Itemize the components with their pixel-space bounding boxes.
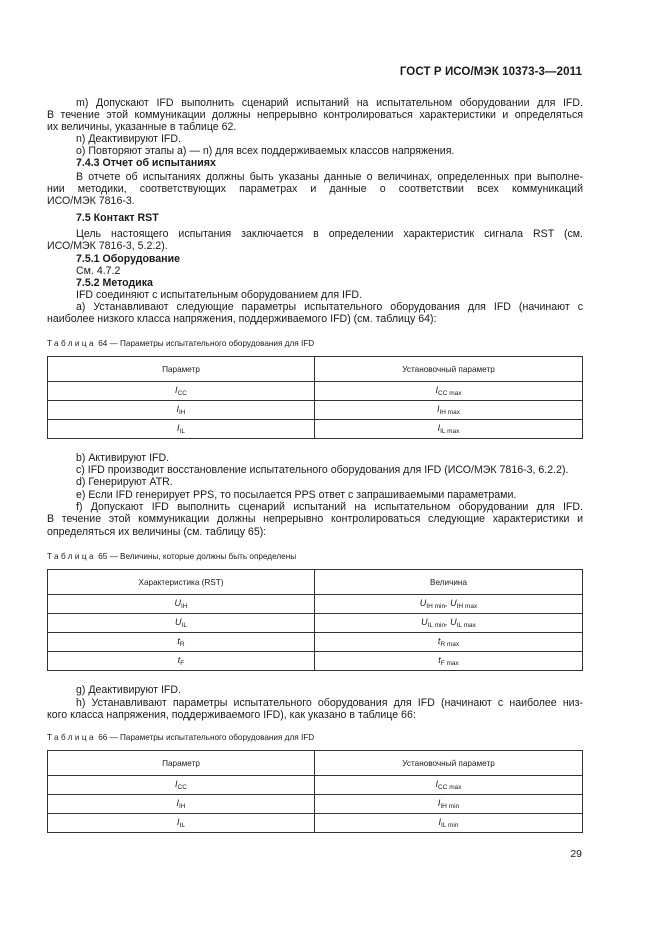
table-row: $I_{CC}$ $I_{CC max}$ <box>48 776 583 795</box>
table-header-cell: Установочный параметр <box>315 357 583 382</box>
table-row: $I_{IH}$ $I_{IH min}$ <box>48 795 583 814</box>
section-heading-7-4-3: 7.4.3 Отчет об испытаниях <box>76 157 216 169</box>
table-65 <box>47 569 583 671</box>
text-line: b) Активируют IFD. <box>76 452 170 464</box>
text-line: d) Генерируют ATR. <box>76 476 173 488</box>
text-line: В отчете об испытаниях должны быть указаны данные о величинах, определенных при выполне- <box>76 171 583 183</box>
section-heading-7-5-2: 7.5.2 Методика <box>76 277 153 289</box>
table-row: $t_R$ $t_{R max}$ <box>48 633 583 652</box>
table-row: $U_{IH}$ $U_{IH min}$, $U_{IH max}$ <box>48 595 583 614</box>
text-line: определяться их величины (см. таблицу 65): <box>47 526 267 538</box>
text-line: IFD соединяют с испытательным оборудованием для IFD. <box>76 289 363 301</box>
document-header: ГОСТ Р ИСО/МЭК 10373-3—2011 <box>399 66 582 78</box>
table-row: $I_{IH}$ $I_{IH max}$ <box>48 401 583 420</box>
table-row: $I_{IL}$ $I_{IL max}$ <box>48 420 583 439</box>
text-line: а) Устанавливают следующие параметры испытательного оборудования для IFD (начинают с <box>76 301 583 313</box>
table-row: $I_{CC}$ $I_{CC max}$ <box>48 382 583 401</box>
text-line: m) Допускают IFD выполнить сценарий испытаний на испытательном оборудовании для IFD. <box>76 97 583 109</box>
text-line: их величины, указанные в таблице 62. <box>47 121 237 133</box>
text-line: f) Допускают IFD выполнить сценарий испытаний на испытательном оборудовании для IFD. <box>76 501 583 513</box>
text-line: n) Деактивируют IFD. <box>76 133 181 145</box>
text-line: h) Устанавливают параметры испытательного оборудования для IFD (начинают с наиболее низ- <box>76 697 583 709</box>
text-line: ИСО/МЭК 7816-3, 5.2.2). <box>47 240 168 252</box>
table-header-cell: Установочный параметр <box>315 751 583 776</box>
text-line: e) Если IFD генерирует PPS, то посылается PPS ответ с запрашиваемыми параметрами. <box>76 489 517 501</box>
section-heading-7-5: 7.5 Контакт RST <box>76 212 159 224</box>
table-66 <box>47 750 583 833</box>
text-line: ИСО/МЭК 7816-3. <box>47 195 135 207</box>
table-row: $I_{IL}$ $I_{IL min}$ <box>48 814 583 833</box>
text-line: См. 4.7.2 <box>76 265 121 277</box>
text-line: o) Повторяют этапы а) — n) для всех поддерживаемых классов напряжения. <box>76 145 455 157</box>
text-line: наиболее низкого класса напряжения, поддерживаемого IFD) (см. таблицу 64): <box>47 313 437 325</box>
table-row: $U_{IL}$ $U_{IL min}$, $U_{IL max}$ <box>48 614 583 633</box>
table-row: $t_F$ $t_{F max}$ <box>48 652 583 671</box>
text-line: нии методики, соответствующих параметрах и данные о соответствии всех коммуникаций <box>47 183 583 195</box>
table-header-cell: Величина <box>315 570 583 595</box>
text-line: В течение этой коммуникации должны непрерывно контролироваться следующие характеристики и <box>47 513 583 525</box>
text-line: кого класса напряжения, поддерживаемого IFD), как указано в таблице 66: <box>47 709 416 721</box>
page-number: 29 <box>570 848 582 860</box>
section-heading-7-5-1: 7.5.1 Оборудование <box>76 253 180 265</box>
text-line: c) IFD производит восстановление испытательного оборудования для IFD (ИСО/МЭК 7816-3, 6.2.2). <box>76 464 569 476</box>
table-header-cell: Характеристика (RST) <box>48 570 315 595</box>
table-64-caption: Таблица 64 — Параметры испытательного оборудования для IFD <box>47 339 315 348</box>
table-64 <box>47 356 583 439</box>
table-65-caption: Таблица 65 — Величины, которые должны быть определены <box>47 552 297 561</box>
text-line: Цель настоящего испытания заключается в определении характеристик сигнала RST (см. <box>76 228 583 240</box>
table-header-cell: Параметр <box>48 357 315 382</box>
table-header-cell: Параметр <box>48 751 315 776</box>
table-66-caption: Таблица 66 — Параметры испытательного оборудования для IFD <box>47 733 315 742</box>
text-line: g) Деактивируют IFD. <box>76 684 181 696</box>
text-line: В течение этой коммуникации должны непрерывно контролироваться характеристики и определяться <box>47 109 583 121</box>
